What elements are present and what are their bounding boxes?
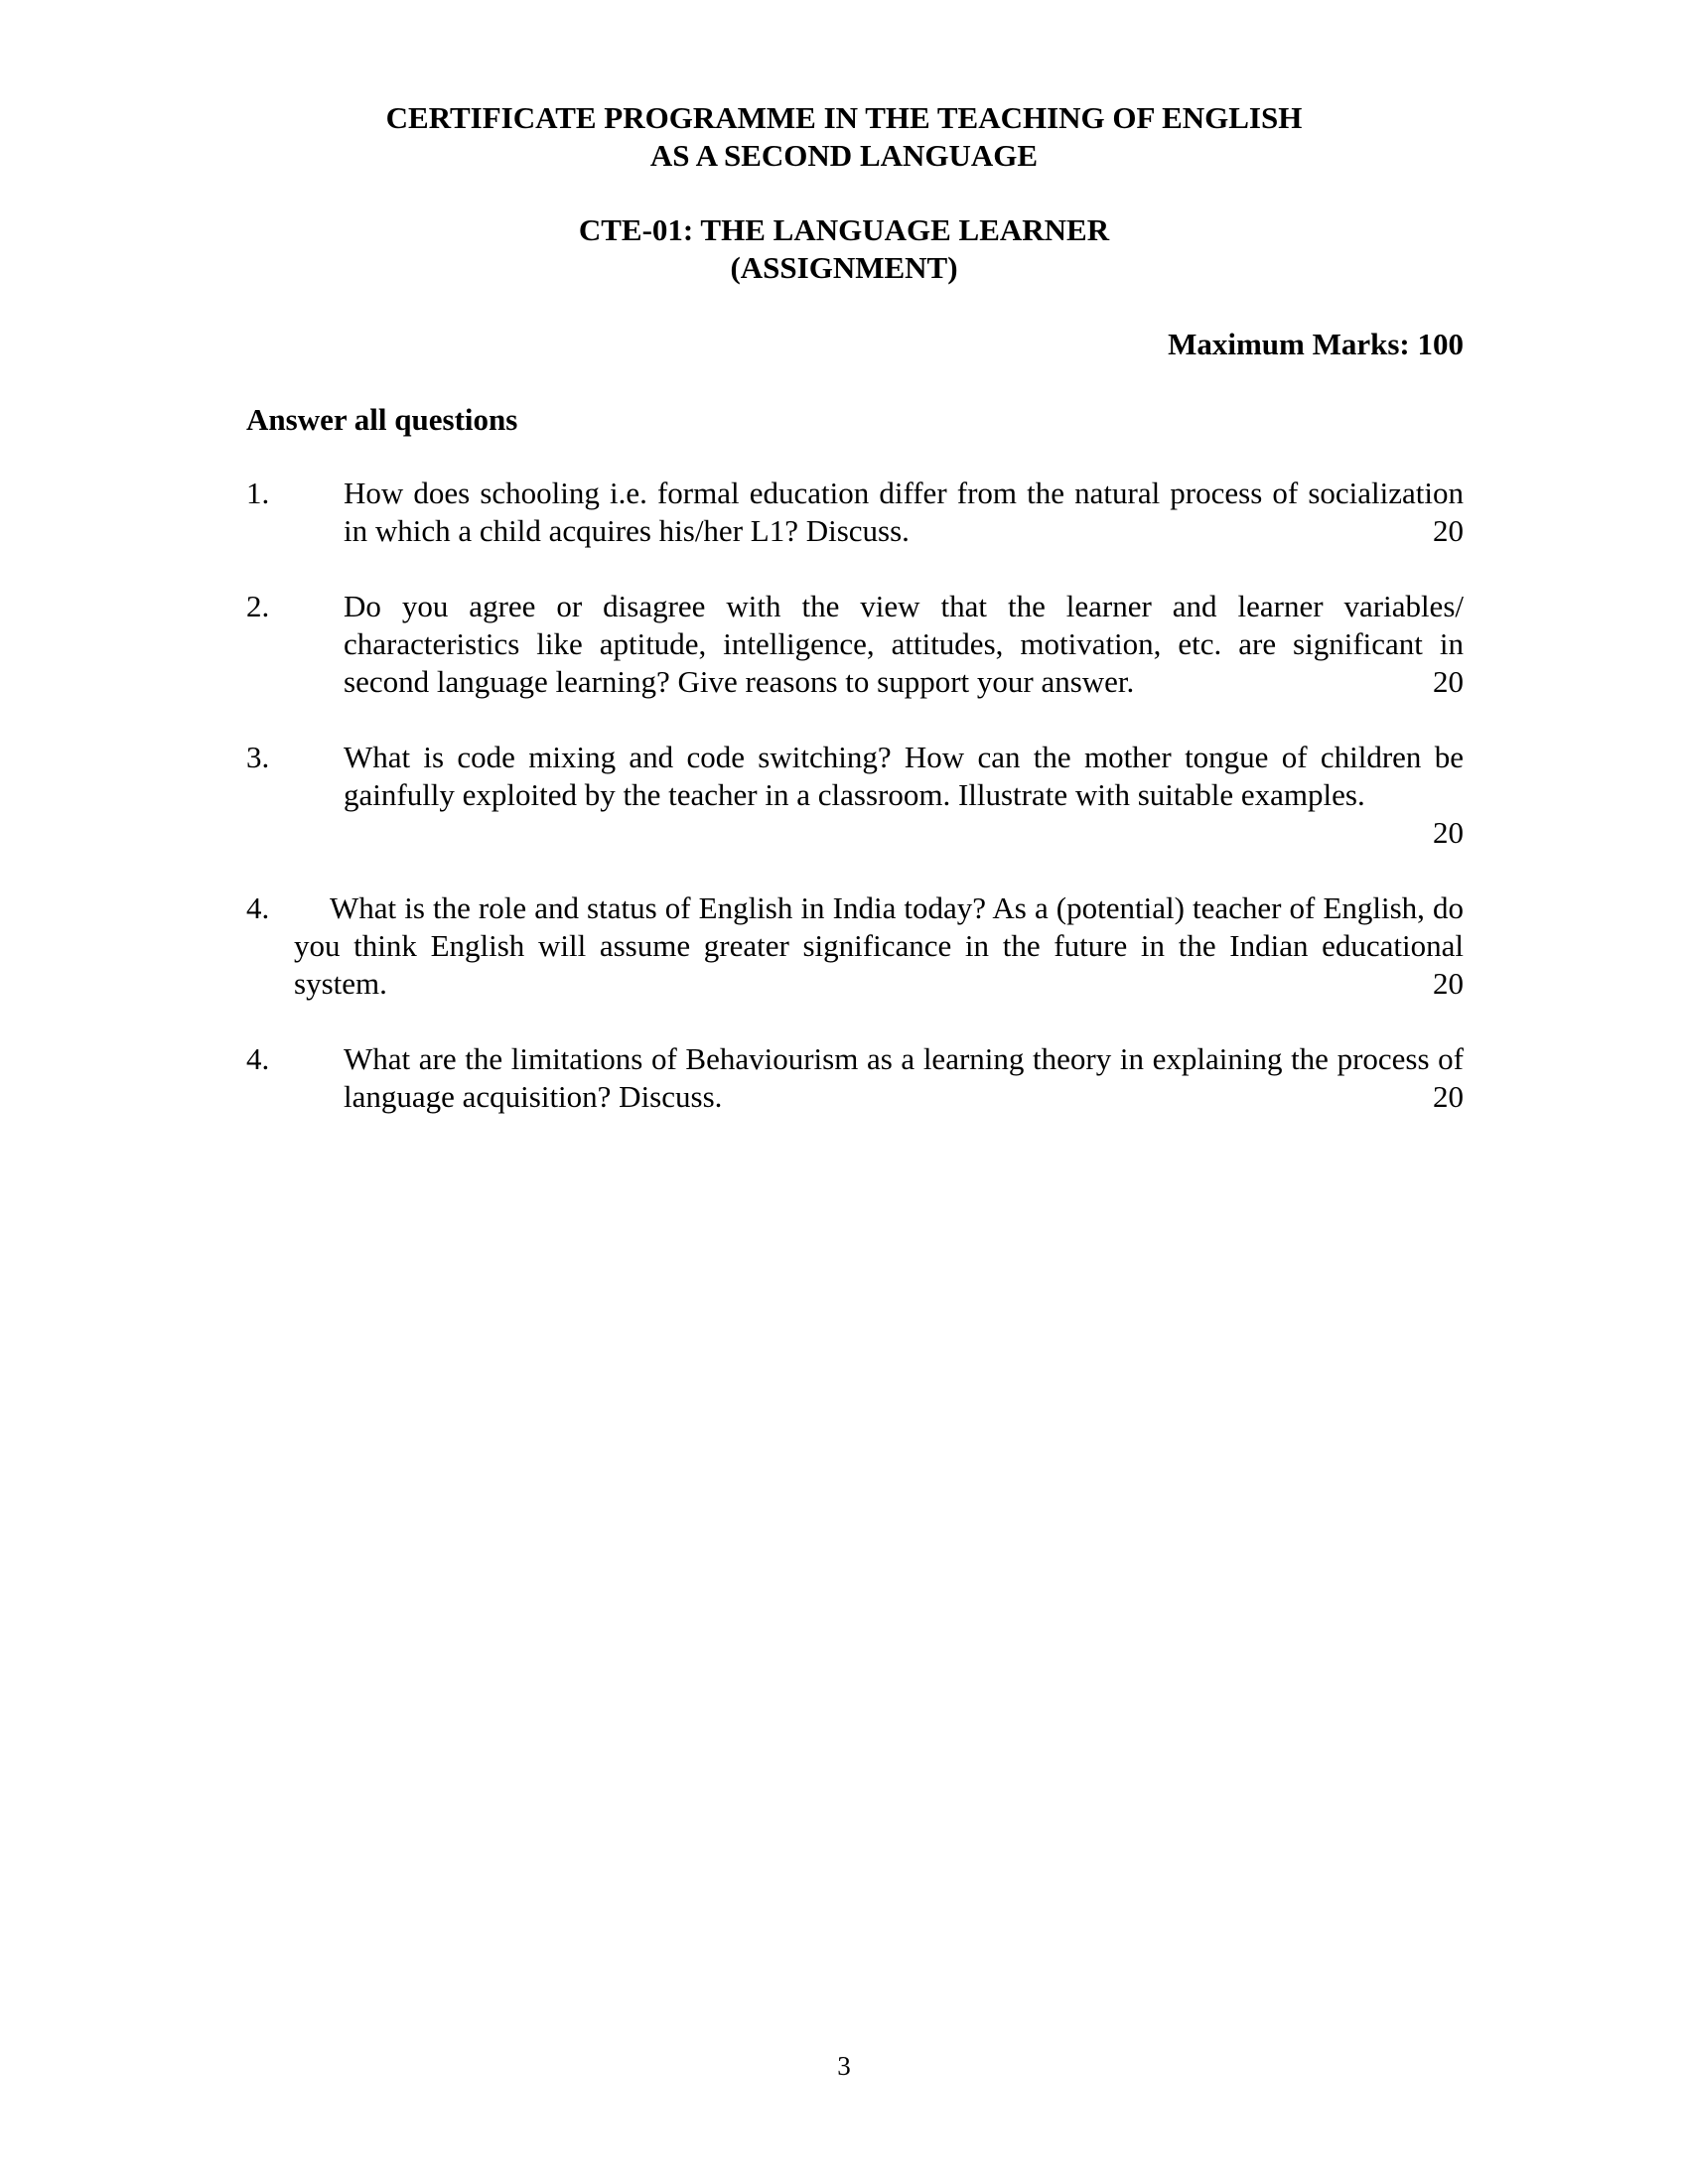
question-4	[246, 889, 1464, 1005]
programme-title-line-2: AS A SECOND LANGUAGE	[649, 138, 1039, 173]
question-text: Do you agree or disagree with the view that the learner and learner variables/ characteristics like aptitude, intelligence, attitudes, motivation, etc. are significant in second language learning? Give reasons to support your answer.	[344, 589, 1464, 699]
question-marks: 20	[1433, 966, 1464, 1001]
question-2	[246, 588, 1464, 703]
maximum-marks: Maximum Marks: 100	[1168, 327, 1464, 361]
question-marks: 20	[1433, 513, 1464, 548]
question-marks: 20	[1433, 664, 1464, 699]
question-3	[246, 739, 1464, 854]
question-1	[246, 475, 1464, 554]
question-marks: 20	[1433, 1079, 1464, 1114]
question-number: 4.	[246, 1041, 270, 1076]
question-text: What are the limitations of Behaviourism as a learning theory in explaining the process of language acquisition? Discuss.	[344, 1041, 1464, 1114]
question-text: What is code mixing and code switching? How can the mother tongue of children be gainfully exploited by the teacher in a classroom. Illustrate with suitable examples.	[344, 740, 1464, 812]
question-text: What is the role and status of English in India today? As a (potential) teacher of English, do you think English will assume greater significance in the future in the Indian educational system.	[294, 890, 1464, 1001]
question-number: 4.	[246, 890, 270, 925]
programme-title-line-1: CERTIFICATE PROGRAMME IN THE TEACHING OF ENGLISH	[385, 100, 1303, 135]
question-number: 1.	[246, 476, 270, 510]
question-number: 2.	[246, 589, 270, 623]
question-5	[246, 1040, 1464, 1120]
page-number: 3	[837, 2051, 851, 2081]
question-marks: 20	[1433, 815, 1464, 850]
course-title-line-1: CTE-01: THE LANGUAGE LEARNER	[578, 212, 1110, 247]
course-title	[0, 211, 1688, 287]
question-text: How does schooling i.e. formal education differ from the natural process of socialization in which a child acquires his/her L1? Discuss.	[344, 476, 1464, 548]
programme-title	[0, 99, 1688, 175]
course-title-line-2: (ASSIGNMENT)	[730, 250, 958, 285]
question-number: 3.	[246, 740, 270, 774]
instruction: Answer all questions	[246, 402, 518, 437]
